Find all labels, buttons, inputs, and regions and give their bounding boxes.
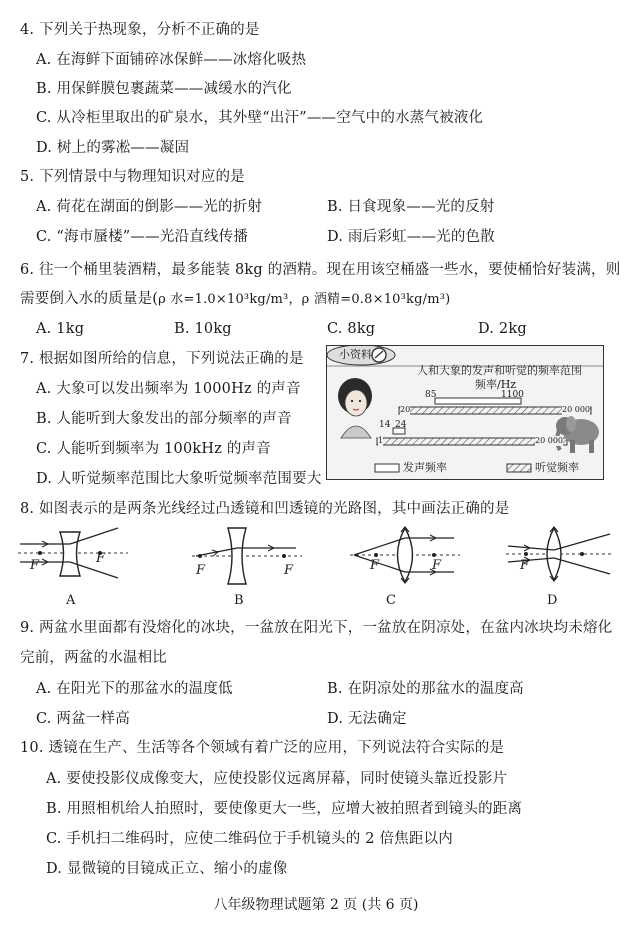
figure-a-diagram xyxy=(18,526,128,588)
q4-option-d: D. 树上的雾凇——凝固 xyxy=(36,140,190,156)
q10-option-c: C. 手机扫二维码时，应使二维码位于手机镜头的 2 倍焦距以内 xyxy=(46,831,453,847)
chart-unit: 频率/Hz xyxy=(475,378,517,391)
q4-option-c: C. 从冷柜里取出的矿泉水，其外壁“出汗”——空气中的水蒸气被液化 xyxy=(36,110,484,126)
figure-d-label: D xyxy=(547,593,558,608)
legend-hearing-label: 听觉频率 xyxy=(535,461,579,474)
figure-c-focus-left: F xyxy=(370,558,380,573)
q5-option-d: D. 雨后彩虹——光的色散 xyxy=(327,229,495,245)
q9-option-b: B. 在阴凉处的那盆水的温度高 xyxy=(327,681,524,697)
q6-option-d: D. 2kg xyxy=(478,321,527,337)
q8-stem: 8. 如图表示的是两条光线经过凸透镜和凹透镜的光路图，其中画法正确的是 xyxy=(20,501,510,517)
q10-option-a: A. 要使投影仪成像变大，应使投影仪远离屏幕，同时使镜头靠近投影片 xyxy=(46,771,508,787)
figure-d-focus-left: F xyxy=(520,558,530,573)
human-hearing-max: 20 000 xyxy=(562,405,590,414)
legend-vocal-swatch xyxy=(375,464,399,472)
human-vocal-max: 1100 xyxy=(501,390,524,400)
q9-stem: 9. 两盆水里面都有没熔化的冰块，一盆放在阳光下，一盆放在阴凉处，在盆内冰块均未熔化 xyxy=(20,620,613,636)
q7-option-c: C. 人能听到频率为 100kHz 的声音 xyxy=(36,441,271,457)
q9-stem-line2: 完前，两盆的水温相比 xyxy=(20,650,167,666)
elephant-icon xyxy=(556,416,599,453)
q7-option-d: D. 人听觉频率范围比大象听觉频率范围要大 xyxy=(36,471,322,487)
q7-stem: 7. 根据如图所给的信息，下列说法正确的是 xyxy=(20,351,304,367)
elephant-hearing-min: 1 xyxy=(378,436,384,445)
q6-stem2-pre: 需要倒入水的质量是( xyxy=(20,291,159,307)
figure-b-label: B xyxy=(234,593,244,608)
elephant-hearing-max: 20 000 xyxy=(535,436,563,445)
q5-option-c: C. “海市蜃楼”——光沿直线传播 xyxy=(36,229,249,245)
q7-option-a: A. 大象可以发出频率为 1000Hz 的声音 xyxy=(36,381,301,397)
elephant-vocal-max: 24 xyxy=(395,420,407,430)
human-vocal-min: 85 xyxy=(425,390,437,400)
q10-stem: 10. 透镜在生产、生活等各个领域有着广泛的应用，下列说法符合实际的是 xyxy=(20,740,505,756)
elephant-vocal-min: 14 xyxy=(379,420,391,430)
figure-d-diagram xyxy=(506,526,612,588)
figure-c-focus-right: F xyxy=(432,558,442,573)
q5-option-a: A. 荷花在湖面的倒影——光的折射 xyxy=(36,199,263,215)
q6-stem: 6. 往一个桶里装酒精，最多能装 8kg 的酒精。现在用该空桶盛一些水，要使桶恰好装满，则 xyxy=(20,262,621,278)
q6-option-b: B. 10kg xyxy=(174,321,232,337)
q4-option-b: B. 用保鲜膜包裹蔬菜——减缓水的汽化 xyxy=(36,81,292,97)
figure-a-label: A xyxy=(66,593,76,608)
q4-option-a: A. 在海鲜下面铺碎冰保鲜——冰熔化吸热 xyxy=(36,52,307,68)
q5-stem: 5. 下列情景中与物理知识对应的是 xyxy=(20,169,245,185)
q10-option-d: D. 显微镜的目镜成正立、缩小的虚像 xyxy=(46,861,288,877)
q6-option-a: A. 1kg xyxy=(36,321,85,337)
q5-option-b: B. 日食现象——光的反射 xyxy=(327,199,495,215)
figure-c-diagram xyxy=(350,526,460,588)
figure-a-focus-left: F xyxy=(30,558,40,573)
figure-a-focus-right: F xyxy=(96,551,106,566)
q9-option-d: D. 无法确定 xyxy=(327,711,407,727)
page-footer: 八年级物理试题第 2 页 (共 6 页) xyxy=(213,897,419,913)
chart-tag-label: 小资料 xyxy=(339,348,372,361)
figure-c-label: C xyxy=(386,593,396,608)
q6-rho-water: ρ 水=1.0×10³kg/m³， xyxy=(158,292,302,307)
legend-vocal-label: 发声频率 xyxy=(403,461,447,474)
q7-option-b: B. 人能听到大象发出的部分频率的声音 xyxy=(36,411,292,427)
figure-b-focus-right: F xyxy=(284,563,294,578)
legend-hearing-swatch xyxy=(507,464,531,472)
q6-option-c: C. 8kg xyxy=(327,321,376,337)
q6-stem-line2 xyxy=(20,290,450,309)
human-hearing-min: 20 xyxy=(400,405,411,414)
figure-b-focus-left: F xyxy=(196,563,206,578)
q4-stem: 4. 下列关于热现象，分析不正确的是 xyxy=(20,22,260,38)
q6-rho-alcohol: ρ 酒精=0.8×10³kg/m³) xyxy=(301,292,451,307)
chart-title: 人和大象的发声和听觉的频率范围 xyxy=(417,364,582,377)
q9-option-c: C. 两盆一样高 xyxy=(36,711,130,727)
woman-icon xyxy=(338,378,372,438)
frequency-chart xyxy=(326,345,604,480)
q10-option-b: B. 用照相机给人拍照时，要使像更大一些，应增大被拍照者到镜头的距离 xyxy=(46,801,523,817)
q9-option-a: A. 在阳光下的那盆水的温度低 xyxy=(36,681,233,697)
